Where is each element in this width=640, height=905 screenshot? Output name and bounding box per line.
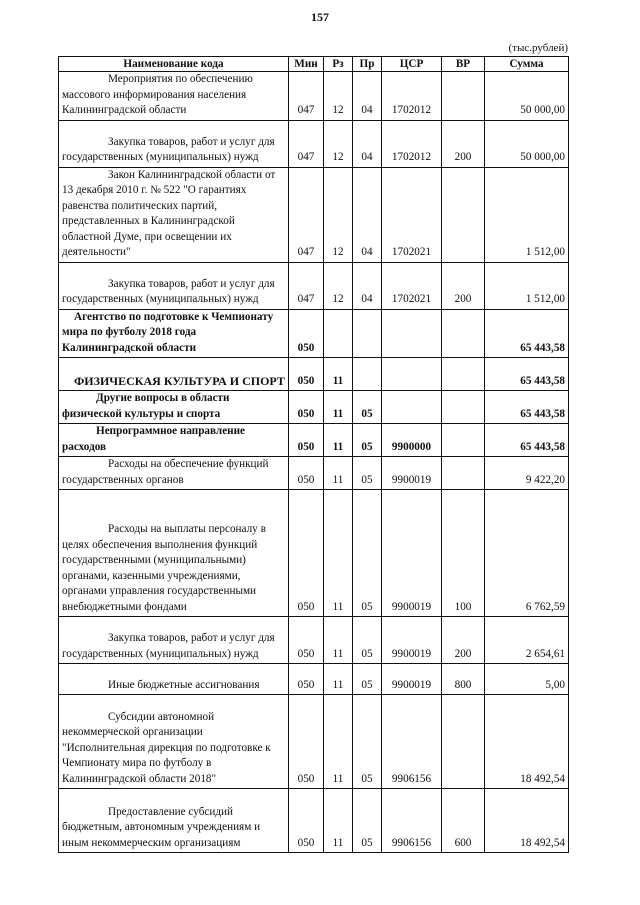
- page-number: 157: [311, 10, 329, 24]
- table-row: [59, 789, 569, 853]
- table-row: [59, 72, 569, 121]
- row-pr: [353, 309, 382, 358]
- row-sum: 18 492,54: [485, 789, 569, 853]
- row-rz: 11: [324, 617, 353, 664]
- row-sum: 6 762,59: [485, 490, 569, 617]
- row-name: Иные бюджетные ассигнования: [59, 664, 289, 695]
- row-name: Другие вопросы в области физической культуры и спорта: [59, 391, 289, 424]
- table-row: [59, 120, 569, 167]
- row-csr: 9900000: [382, 424, 442, 457]
- row-pr: 04: [353, 120, 382, 167]
- row-sum: 65 443,58: [485, 424, 569, 457]
- row-name: Закупка товаров, работ и услуг для государственных (муниципальных) нужд: [59, 617, 289, 664]
- row-pr: 05: [353, 424, 382, 457]
- row-pr: 05: [353, 789, 382, 853]
- header-name: Наименование кода: [59, 57, 289, 72]
- row-sum: 18 492,54: [485, 695, 569, 789]
- row-min: 050: [289, 664, 324, 695]
- row-sum: 65 443,58: [485, 358, 569, 391]
- row-vr: 200: [442, 120, 485, 167]
- row-min: 047: [289, 120, 324, 167]
- table-row: [59, 664, 569, 695]
- row-rz: 12: [324, 167, 353, 262]
- row-min: 047: [289, 262, 324, 309]
- row-rz: 11: [324, 664, 353, 695]
- row-name: Мероприятия по обеспечению массового информирования населения Калининградской области: [59, 72, 289, 121]
- row-min: 050: [289, 789, 324, 853]
- row-sum: 50 000,00: [485, 120, 569, 167]
- row-vr: [442, 457, 485, 490]
- row-csr: 9906156: [382, 695, 442, 789]
- row-csr: [382, 391, 442, 424]
- row-rz: 12: [324, 120, 353, 167]
- table-row: [59, 391, 569, 424]
- row-min: 050: [289, 695, 324, 789]
- table-row: [59, 262, 569, 309]
- row-min: 050: [289, 457, 324, 490]
- units-label: (тыс.рублей): [508, 42, 568, 54]
- row-vr: 200: [442, 262, 485, 309]
- row-pr: 05: [353, 457, 382, 490]
- table-row: [59, 309, 569, 358]
- row-vr: 200: [442, 617, 485, 664]
- row-sum: 65 443,58: [485, 391, 569, 424]
- row-pr: 05: [353, 617, 382, 664]
- row-min: 050: [289, 309, 324, 358]
- table-row: [59, 424, 569, 457]
- row-vr: [442, 424, 485, 457]
- row-vr: [442, 72, 485, 121]
- table-row: [59, 617, 569, 664]
- row-pr: 04: [353, 262, 382, 309]
- row-min: 050: [289, 490, 324, 617]
- table-row: [59, 358, 569, 391]
- row-csr: 9900019: [382, 490, 442, 617]
- row-min: 047: [289, 167, 324, 262]
- header-min: Мин: [289, 57, 324, 72]
- row-rz: 11: [324, 358, 353, 391]
- row-csr: 1702021: [382, 167, 442, 262]
- row-rz: 11: [324, 424, 353, 457]
- row-min: 047: [289, 72, 324, 121]
- row-name: Расходы на выплаты персоналу в целях обеспечения выполнения функций государственными (муниципальными) органами, казенными учреждениями, органами управления государственными внебюджетными фондами: [59, 490, 289, 617]
- row-name: Предоставление субсидий бюджетным, автономным учреждениям и иным некоммерческим организациям: [59, 789, 289, 853]
- row-csr: 9900019: [382, 457, 442, 490]
- row-vr: [442, 167, 485, 262]
- row-name: Закон Калининградской области от 13 декабря 2010 г. № 522 "О гарантиях равенства политических партий, представленных в Калининградской областной Думе, при освещении их деятельности": [59, 167, 289, 262]
- row-vr: [442, 309, 485, 358]
- row-vr: 600: [442, 789, 485, 853]
- row-rz: 11: [324, 695, 353, 789]
- row-csr: [382, 358, 442, 391]
- row-pr: 05: [353, 490, 382, 617]
- row-csr: 9906156: [382, 789, 442, 853]
- row-name: Непрограммное направление расходов: [59, 424, 289, 457]
- row-name: Субсидии автономной некоммерческой организации "Исполнительная дирекция по подготовке к Чемпионату мира по футболу в Калининградской области 2018": [59, 695, 289, 789]
- row-sum: 65 443,58: [485, 309, 569, 358]
- row-min: 050: [289, 391, 324, 424]
- row-sum: 5,00: [485, 664, 569, 695]
- row-pr: 04: [353, 72, 382, 121]
- row-rz: 12: [324, 262, 353, 309]
- row-vr: [442, 695, 485, 789]
- table-header-row: [59, 57, 569, 72]
- header-sum: Сумма: [485, 57, 569, 72]
- header-rz: Рз: [324, 57, 353, 72]
- row-rz: 12: [324, 72, 353, 121]
- row-min: 050: [289, 358, 324, 391]
- row-sum: 1 512,00: [485, 262, 569, 309]
- table-row: [59, 167, 569, 262]
- row-vr: 800: [442, 664, 485, 695]
- budget-table: [58, 56, 569, 853]
- row-name: Закупка товаров, работ и услуг для государственных (муниципальных) нужд: [59, 262, 289, 309]
- row-sum: 50 000,00: [485, 72, 569, 121]
- row-pr: 04: [353, 167, 382, 262]
- row-vr: [442, 358, 485, 391]
- table-row: [59, 695, 569, 789]
- row-rz: 11: [324, 457, 353, 490]
- row-min: 050: [289, 617, 324, 664]
- row-min: 050: [289, 424, 324, 457]
- row-pr: 05: [353, 391, 382, 424]
- row-rz: [324, 309, 353, 358]
- row-csr: 1702012: [382, 72, 442, 121]
- row-name: Закупка товаров, работ и услуг для государственных (муниципальных) нужд: [59, 120, 289, 167]
- row-csr: 9900019: [382, 664, 442, 695]
- row-name: Расходы на обеспечение функций государственных органов: [59, 457, 289, 490]
- row-sum: 1 512,00: [485, 167, 569, 262]
- row-pr: [353, 358, 382, 391]
- row-csr: 9900019: [382, 617, 442, 664]
- header-vr: ВР: [442, 57, 485, 72]
- row-csr: 1702021: [382, 262, 442, 309]
- row-name: ФИЗИЧЕСКАЯ КУЛЬТУРА И СПОРТ: [59, 358, 289, 391]
- row-sum: 2 654,61: [485, 617, 569, 664]
- row-name: Агентство по подготовке к Чемпионату мира по футболу 2018 года Калининградской области: [59, 309, 289, 358]
- row-rz: 11: [324, 391, 353, 424]
- row-sum: 9 422,20: [485, 457, 569, 490]
- row-rz: 11: [324, 789, 353, 853]
- header-pr: Пр: [353, 57, 382, 72]
- row-csr: [382, 309, 442, 358]
- row-rz: 11: [324, 490, 353, 617]
- table-row: [59, 457, 569, 490]
- row-pr: 05: [353, 695, 382, 789]
- row-vr: 100: [442, 490, 485, 617]
- row-vr: [442, 391, 485, 424]
- header-csr: ЦСР: [382, 57, 442, 72]
- table-row: [59, 490, 569, 617]
- row-csr: 1702012: [382, 120, 442, 167]
- row-pr: 05: [353, 664, 382, 695]
